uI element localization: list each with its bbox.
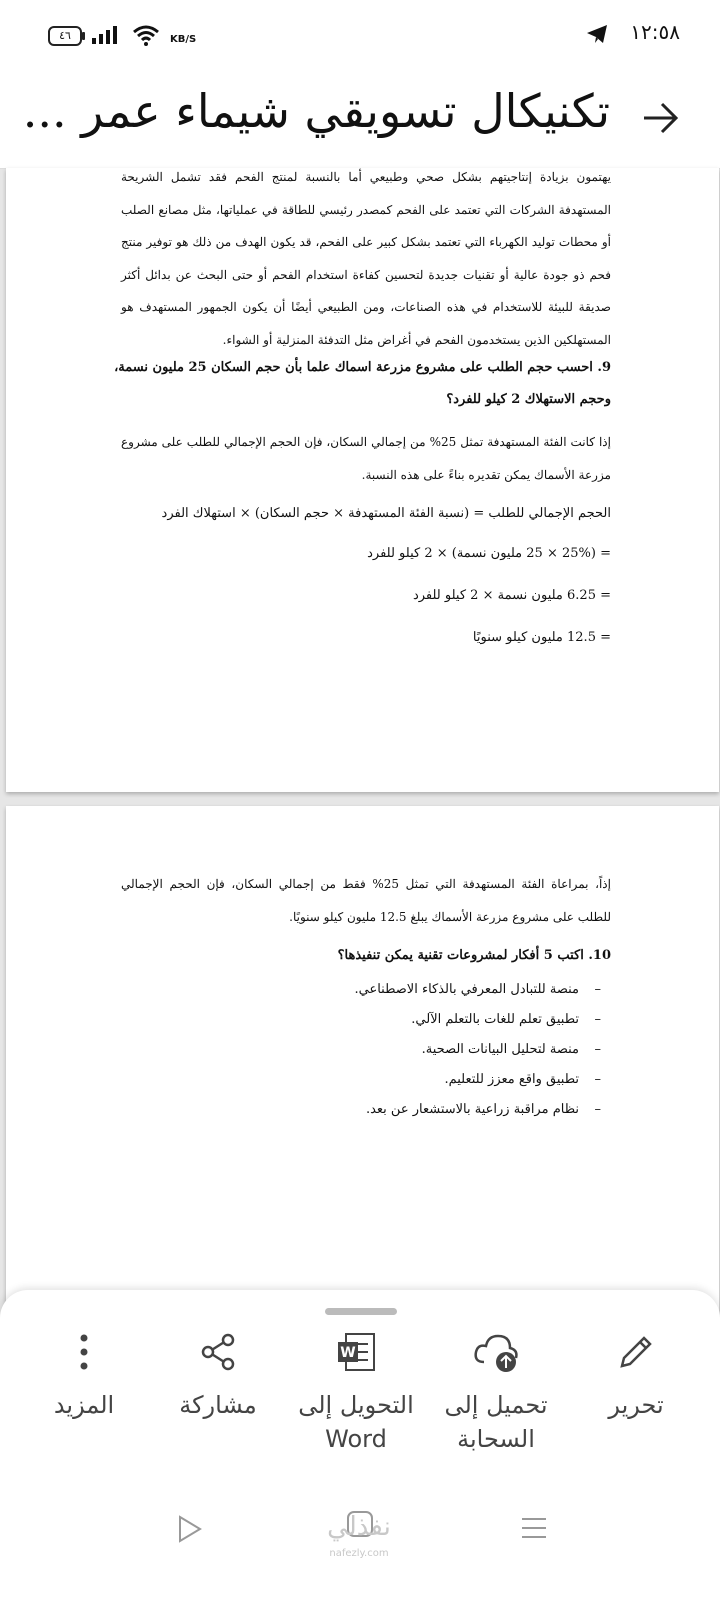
- signal-icon: [92, 26, 118, 48]
- edit-label: تحرير: [608, 1391, 664, 1419]
- pencil-icon: [614, 1330, 658, 1374]
- nav-menu-icon[interactable]: [520, 1516, 548, 1544]
- document-page-2: [6, 806, 719, 1326]
- formula-line: الحجم الإجمالي للطلب = (نسبة الفئة المستهدفة × حجم السكان) × استهلاك الفرد: [161, 506, 611, 521]
- list-item: –نظام مراقبة زراعية بالاستشعار عن بعد.: [365, 1102, 601, 1117]
- document-title: تكنيكال تسويقي شيماء عمر ...: [22, 84, 610, 138]
- question-10: 10. اكتب 5 أفكار لمشروعات تقنية يمكن تنفيذها؟: [337, 948, 611, 963]
- app-header: [0, 72, 720, 169]
- list-item: –تطبيق تعلم للغات بالتعلم الآلي.: [411, 1012, 601, 1027]
- convert-label: التحويل إلى Word: [298, 1391, 414, 1453]
- word-icon: [334, 1330, 378, 1374]
- status-bar: [0, 0, 720, 72]
- edit-button[interactable]: [566, 1330, 706, 1422]
- share-label: مشاركة: [179, 1391, 257, 1419]
- upload-label: تحميل إلى السحابة: [444, 1391, 548, 1453]
- more-button[interactable]: [14, 1330, 154, 1422]
- list-item: –منصة لتحليل البيانات الصحية.: [421, 1042, 601, 1057]
- status-time: ١٢:٥٨: [630, 20, 680, 44]
- share-icon: [196, 1330, 240, 1374]
- sheet-drag-handle[interactable]: [325, 1308, 397, 1315]
- intro-paragraph: يهتمون بزيادة إنتاجيتهم بشكل صحي وطبيعي أما بالنسبة لمنتج الفحم فقد تشمل الشريحة المستهدفة الشركات التي تعتمد على الفحم كمصدر رئيسي للطاقة في عملياتها، مثل مصانع الصلب أو محطات توليد الكهرباء التي تعتمد بشكل كبير على الفحم، قد يكون الهدف من ذلك هو توفير منتج فحم ذو جودة عالية أو تقنيات جديدة لتحسين كفاءة استخدام الفحم أو حتى البحث عن بدائل أكثر صديقة للبيئة للاستخدام في هذه الصناعات، ومن الطبيعي أيضًا أن يكون الجمهور المستهدف هو المستهلكين الذين يستخدمون الفحم في أغراض مثل التدفئة المنزلية أو الشواء.: [121, 170, 611, 347]
- list-item: –منصة للتبادل المعرفي بالذكاء الاصطناعي.: [354, 982, 601, 997]
- bottom-action-sheet: [0, 1290, 720, 1600]
- conclusion-paragraph: إذاً، بمراعاة الفئة المستهدفة التي تمثل 25% فقط من إجمالي السكان، فإن الحجم الإجمالي للطلب على مشروع مزرعة الأسماك يبلغ 12.5 مليون كيلو سنويًا.: [121, 877, 611, 924]
- more-vertical-icon: [62, 1330, 106, 1374]
- watermark-logo: نفذلي: [327, 1512, 391, 1542]
- back-arrow-icon[interactable]: [636, 94, 684, 142]
- formula-step-3: = 12.5 مليون كيلو سنويًا: [472, 630, 611, 645]
- question-9: 9. احسب حجم الطلب على مشروع مزرعة اسماك علما بأن حجم السكان 25 مليون نسمة، وحجم الاستهلاك 2 كيلو للفرد؟: [114, 360, 611, 407]
- more-label: المزيد: [53, 1391, 115, 1419]
- answer-paragraph: إذا كانت الفئة المستهدفة تمثل 25% من إجمالي السكان، فإن الحجم الإجمالي للطلب على مشروع مزرعة الأسماك يمكن تقديره بناءً على هذه النسبة.: [121, 435, 611, 482]
- share-button[interactable]: [148, 1330, 288, 1422]
- nav-back-icon[interactable]: [176, 1514, 204, 1548]
- telegram-icon: [586, 24, 608, 48]
- watermark-url: nafezly.com: [329, 1548, 389, 1559]
- cloud-upload-icon: [472, 1330, 520, 1374]
- formula-step-1: = (25% × 25 مليون نسمة) × 2 كيلو للفرد: [367, 546, 611, 561]
- document-page-1: [6, 168, 719, 792]
- network-speed: KB/S: [170, 34, 197, 45]
- list-item: –تطبيق واقع معزز للتعليم.: [444, 1072, 601, 1087]
- convert-word-button[interactable]: [286, 1330, 426, 1456]
- wifi-icon: [132, 24, 160, 50]
- svg-text:W: W: [340, 1345, 356, 1361]
- upload-cloud-button[interactable]: [426, 1330, 566, 1456]
- system-nav-bar: [0, 1500, 720, 1580]
- formula-step-2: = 6.25 مليون نسمة × 2 كيلو للفرد: [412, 588, 611, 603]
- battery-icon: ٤٦: [48, 26, 82, 46]
